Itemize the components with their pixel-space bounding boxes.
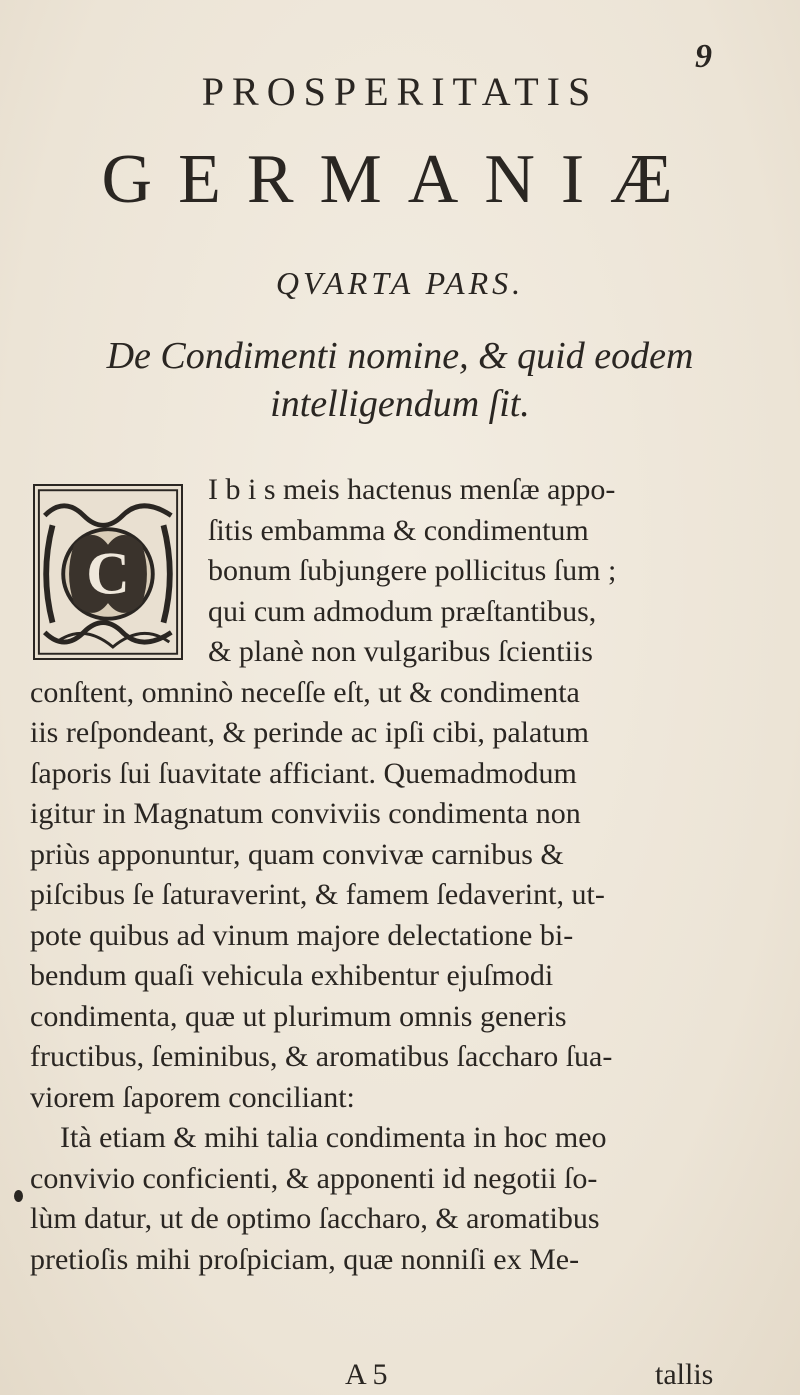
signature-mark: A 5 bbox=[345, 1358, 388, 1391]
title-germaniae: GERMANIÆ bbox=[101, 141, 699, 218]
body-line: conſtent, omninò neceſſe eſt, ut & condimenta bbox=[30, 675, 580, 709]
body-line: Ità etiam & mihi talia condimenta in hoc meo bbox=[60, 1121, 607, 1154]
body-line: piſcibus ſe ſaturaverint, & famem ſedaverint, ut- bbox=[30, 878, 605, 911]
body-line: priùs apponuntur, quam convivæ carnibus & bbox=[30, 837, 564, 871]
heading-line-1: De Condimenti nomine, & quid eodem bbox=[106, 335, 694, 377]
drop-cap-letter: C bbox=[86, 540, 130, 608]
body-line: lùm datur, ut de optimo ſaccharo, & aromatibus bbox=[30, 1202, 600, 1235]
body-line: bendum quaſi vehicula exhibentur ejuſmodi bbox=[30, 959, 554, 992]
body-line: qui cum admodum præſtantibus, bbox=[208, 594, 597, 628]
body-line: fructibus, ſeminibus, & aromatibus ſaccharo ſua- bbox=[30, 1040, 613, 1073]
margin-ink-dot bbox=[14, 1190, 23, 1202]
part-subtitle: QVARTA PARS. bbox=[275, 265, 525, 301]
body-line: ſaporis ſui ſuavitate afficiant. Quemadmodum bbox=[30, 756, 577, 790]
body-line: viorem ſaporem conciliant: bbox=[30, 1080, 355, 1114]
page-number: 9 bbox=[695, 38, 712, 75]
body-line: igitur in Magnatum conviviis condimenta non bbox=[30, 797, 581, 830]
body-line: condimenta, quæ ut plurimum omnis generis bbox=[30, 999, 567, 1033]
body-text bbox=[30, 470, 730, 1280]
body-line: iis reſpondeant, & perinde ac ipſi cibi, palatum bbox=[30, 716, 589, 749]
body-line: convivio conficienti, & apponenti id negotii ſo- bbox=[30, 1161, 598, 1195]
body-line: I b i s meis hactenus menſæ appo- bbox=[208, 473, 616, 506]
title-prosperitatis: PROSPERITATIS bbox=[201, 69, 599, 114]
body-line: & planè non vulgaribus ſcientiis bbox=[208, 635, 593, 668]
body-line: bonum ſubjungere pollicitus ſum ; bbox=[208, 554, 617, 587]
chapter-heading bbox=[0, 332, 800, 428]
body-line: ſitis embamma & condimentum bbox=[208, 513, 589, 547]
catchword: tallis bbox=[655, 1358, 714, 1391]
heading-line-2: intelligendum ſit. bbox=[270, 383, 530, 425]
body-line: pote quibus ad vinum majore delectatione bi- bbox=[30, 918, 574, 952]
body-line: pretioſis mihi proſpiciam, quæ nonniſi ex Me- bbox=[30, 1242, 580, 1276]
